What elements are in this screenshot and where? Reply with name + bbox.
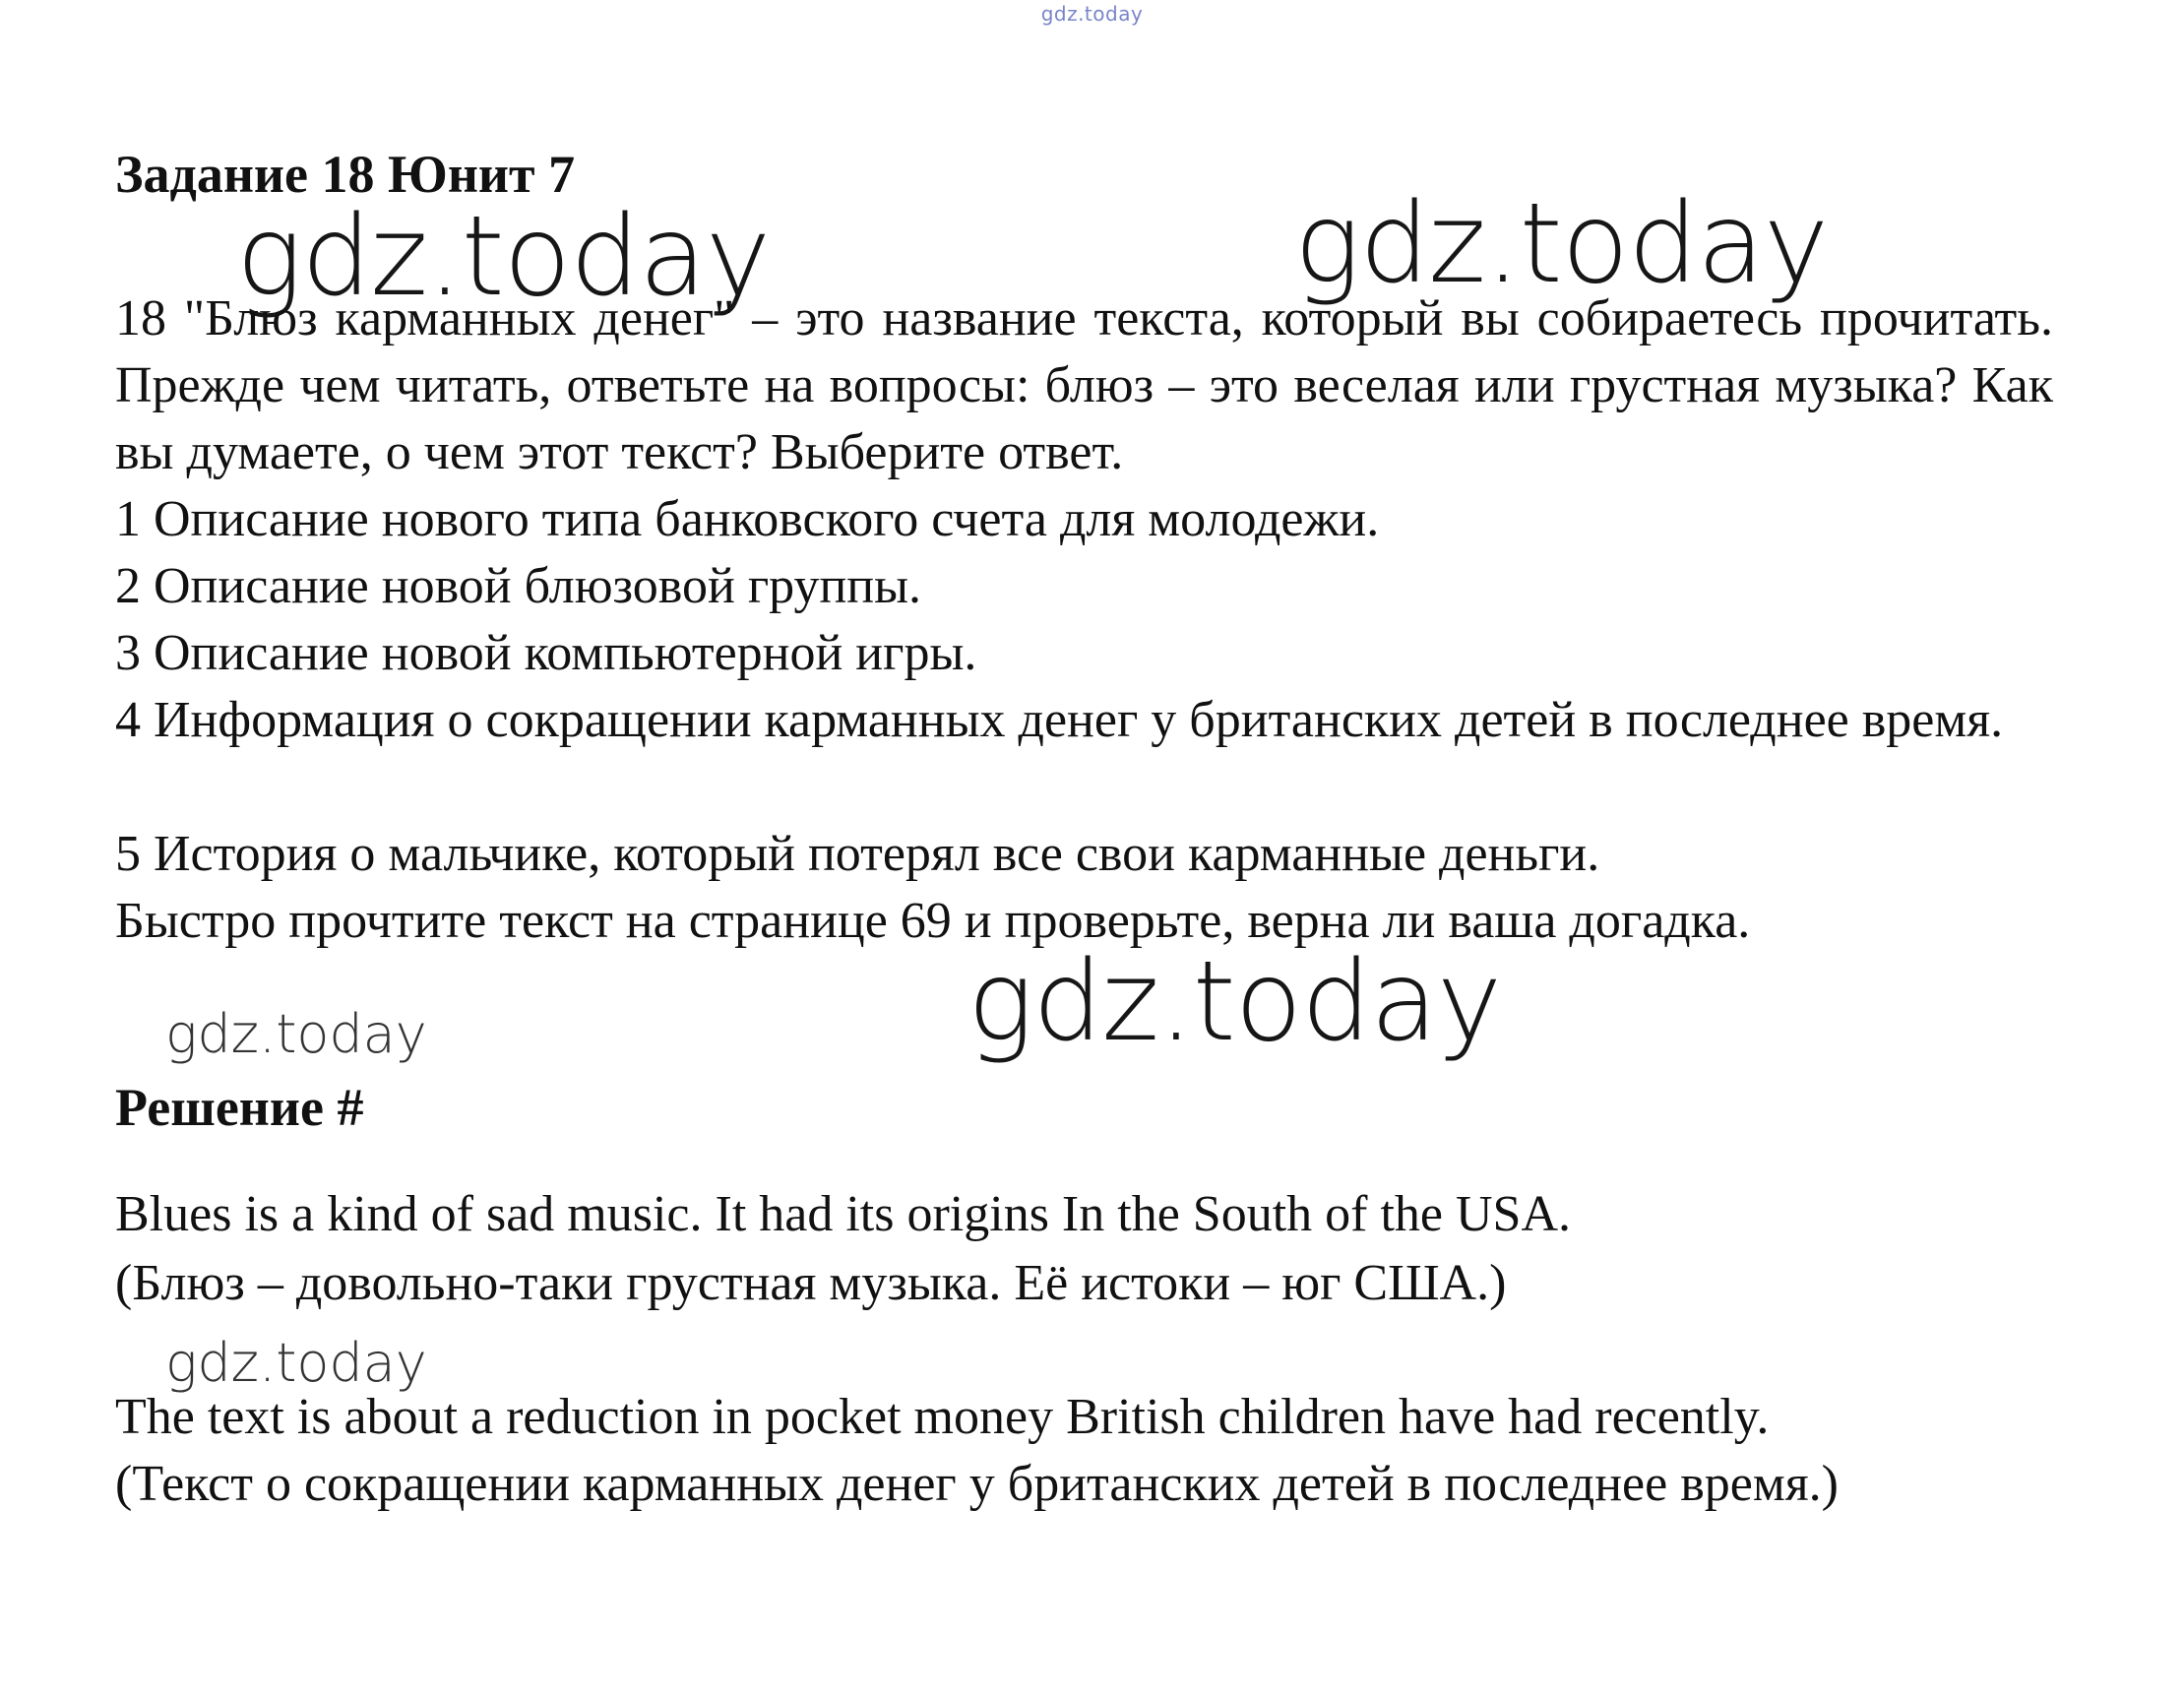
task-intro: 18 "Блюз карманных денег" – это название текста, который вы собираетесь прочитать. Прежде чем читать, ответьте на вопросы: блюз – это веселая или грустная музыка? Как вы думаете, о чем этот текст? Выберите ответ. (115, 290, 2053, 480)
solution-answer-en: Blues is a kind of sad music. It had its origins In the South of the USA. (115, 1186, 1572, 1242)
answer-option: 1 Описание нового типа банковского счета для молодежи. (115, 491, 1380, 547)
task-instruction: Быстро прочтите текст на странице 69 и проверьте, верна ли ваша догадка. (115, 893, 1751, 949)
top-watermark: gdz.today (1040, 2, 1144, 26)
task-heading: Задание 18 Юнит 7 (115, 145, 576, 204)
watermark-logo: gdz.today (967, 938, 1502, 1066)
solution-answer-en: The text is about a reduction in pocket money British children have had recently. (115, 1389, 1770, 1445)
answer-option: 2 Описание новой блюзовой группы. (115, 558, 922, 614)
watermark-logo: gdz.today (236, 193, 771, 321)
answer-option: 3 Описание новой компьютерной игры. (115, 625, 977, 681)
solution-answer-ru: (Блюз – довольно-таки грустная музыка. Её истоки – юг США.) (115, 1255, 1507, 1311)
solution-answer-ru: (Текст о сокращении карманных денег у британских детей в последнее время.) (115, 1456, 1839, 1512)
watermark-logo: gdz.today (165, 1332, 427, 1394)
answer-option: 4 Информация о сокращении карманных денег у британских детей в последнее время. (115, 692, 2004, 748)
watermark-logo: gdz.today (165, 1003, 427, 1065)
watermark-logo: gdz.today (1294, 180, 1829, 308)
solution-heading: Решение # (115, 1078, 364, 1137)
answer-option: 5 История о мальчике, который потерял все свои карманные деньги. (115, 826, 1600, 882)
